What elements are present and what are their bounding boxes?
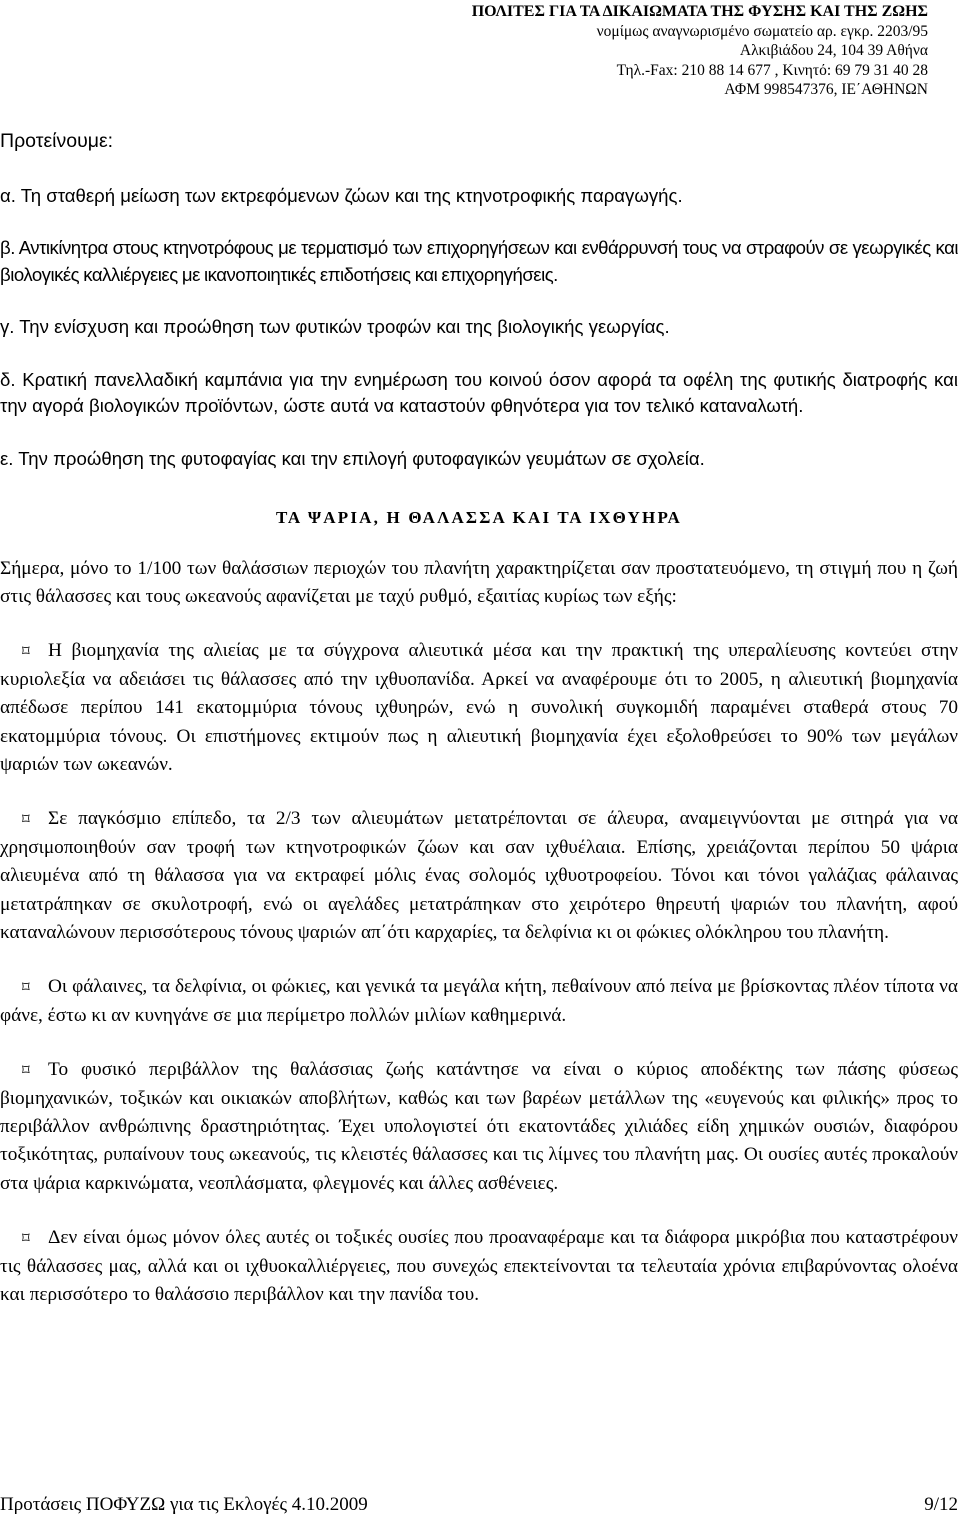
proposal-b: β. Αντικίνητρα στους κτηνοτρόφους με τερματισμό των επιχορηγήσεων και ενθάρρυνσή τους να στραφούν σε γεωργικές και βιολογικές καλλιέργειες με ικανοποιητικές επιδοτήσεις και επιχορηγήσεις. bbox=[0, 237, 958, 285]
proposal-e: ε. Την προώθηση της φυτοφαγίας και την επιλογή φυτοφαγικών γευμάτων σε σχολεία. bbox=[0, 447, 705, 469]
bullet-paragraph bbox=[0, 1056, 958, 1198]
page-number: 9/12 bbox=[924, 1494, 958, 1515]
proposal-a: α. Τη σταθερή μείωση των εκτρεφόμενων ζώων και της κτηνοτροφικής παραγωγής. bbox=[0, 184, 683, 206]
bullet-paragraph bbox=[0, 637, 958, 779]
bullet-icon: ⌑ bbox=[22, 978, 30, 997]
section-title: ΤΑ ΨΑΡΙΑ, Η ΘΑΛΑΣΣΑ ΚΑΙ ΤΑ ΙΧΘΥΗΡΑ bbox=[275, 508, 683, 527]
bullet-icon: ⌑ bbox=[22, 810, 30, 829]
footer-title: Προτάσεις ΠΟΦΥΖΩ για τις Εκλογές 4.10.2009 bbox=[0, 1494, 368, 1515]
bullet-icon: ⌑ bbox=[22, 1061, 30, 1080]
page-footer bbox=[0, 1494, 958, 1516]
bullet-text: Οι φάλαινες, τα δελφίνια, οι φώκιες, και γενικά τα μεγάλα κήτη, πεθαίνουν από πείνα με βρίσκοντας πλέον τίποτα να φάνε, έστω κι αν κυνηγάνε σε μια περίμετρο πολλών μιλίων καθημερινά. bbox=[0, 976, 958, 1026]
tax-id-line: ΑΦΜ 998547376, ΙΕ΄ΑΘΗΝΩΝ bbox=[724, 81, 928, 99]
document-body bbox=[0, 128, 958, 1309]
registration-line: νομίμως αναγνωρισμένο σωματείο αρ. εγκρ. 2203/95 bbox=[596, 22, 928, 40]
address-line: Αλκιβιάδου 24, 104 39 Αθήνα bbox=[739, 42, 928, 60]
organization-name: ΠΟΛΙΤΕΣ ΓΙΑ ΤΑ ΔΙΚΑΙΩΜΑΤΑ ΤΗΣ ΦΥΣΗΣ ΚΑΙ ΤΗΣ ΖΩΗΣ bbox=[471, 3, 928, 20]
phone-line: Τηλ.-Fax: 210 88 14 677 , Κινητό: 69 79 31 40 28 bbox=[616, 61, 928, 79]
bullet-text: Σε παγκόσμιο επίπεδο, τα 2/3 των αλιευμάτων μετατρέπονται σε άλευρα, αναμειγνύονται με σιτηρά για να χρησιμοποιηθούν σαν τροφή των κτηνοτροφικών ζώων και σαν ιχθυέλαια. Επίσης, χρειάζονται περίπου 50 ψάρια αλιευμένα από τη θάλασσα για να εκτραφεί μόλις ένας σολομός ιχθυοτροφείου. Τόνοι και τόνοι γαλάζιας φάλαινας μετατράπηκαν σε σκυλοτροφή, ενώ οι αγελάδες μετατράπηκαν στο χειρότερο θηρευτή ψαριών του πλανήτη, αφού καταναλώνουν περισσότερους τόνους ψαριών απ΄ότι καρχαρίες, τα δελφίνια κι οι φώκιες ολόκληρου του πλανήτη. bbox=[0, 808, 958, 943]
intro-heading: Προτείνουμε: bbox=[0, 130, 114, 152]
section-lead: Σήμερα, μόνο το 1/100 των θαλάσσιων περιοχών του πλανήτη χαρακτηρίζεται σαν προστατευόμενο, τη στιγμή που η ζωή στις θάλασσες και τους ωκεανούς αφανίζεται με ταχύ ρυθμό, εξαιτίας κυρίως των εξής: bbox=[0, 557, 958, 607]
bullet-icon: ⌑ bbox=[22, 1229, 30, 1248]
bullet-icon: ⌑ bbox=[22, 642, 30, 661]
letterhead bbox=[472, 2, 928, 100]
bullet-text: Δεν είναι όμως μόνον όλες αυτές οι τοξικές ουσίες που προαναφέραμε και τα διάφορα μικρόβια που καταστρέφουν τις θάλασσες μας, αλλά και οι ιχθυοκαλλιέργειες, που συνεχώς επεκτείνονται τα τελευταία χρόνια επιβαρύνοντας ολοένα και περισσότερο το θαλάσσιο περιβάλλον και την πανίδα του. bbox=[0, 1227, 958, 1306]
bullet-text: Η βιομηχανία της αλιείας με τα σύγχρονα αλιευτικά μέσα και την πρακτική της υπεραλίευσης κοντεύει στην κυριολεξία να αδειάσει τις θάλασσες από την ιχθυοπανίδα. Αρκεί να αναφέρουμε ότι το 2005, η αλιευτική βιομηχανία απέδωσε περίπου 141 εκατομμύρια τόνους ιχθυηρών, ενώ η συνολική συγκομιδή παραμένει σταθερά στους 70 εκατομμύρια τόνους. Οι επιστήμονες εκτιμούν πως η αλιευτική βιομηχανία έχει εξολοθρεύσει το 90% των μεγάλων ψαριών των ωκεανών. bbox=[0, 640, 958, 775]
bullet-paragraph bbox=[0, 973, 958, 1030]
bullet-paragraph bbox=[0, 805, 958, 947]
bullet-text: Το φυσικό περιβάλλον της θαλάσσιας ζωής κατάντησε να είναι ο κύριος αποδέκτης των πάσης φύσεως βιομηχανικών, τοξικών και οικιακών αποβλήτων, καθώς και των βαρέων μετάλλων της «ευγενούς και φιλικής» προς το περιβάλλον ανθρώπινης δραστηριότητας. Έχει υπολογιστεί ότι εκατοντάδες χιλιάδες είδη χημικών ουσιών, διαφόρου τοξικότητας, ρυπαίνουν τους ωκεανούς, τις κλειστές θάλασσες και τις λίμνες του πλανήτη μας. Οι ουσίες αυτές προκαλούν στα ψάρια καρκινώματα, νεοπλάσματα, φλεγμονές και άλλες ασθένειες. bbox=[0, 1059, 958, 1194]
bullet-paragraph bbox=[0, 1224, 958, 1309]
proposal-d: δ. Κρατική πανελλαδική καμπάνια για την ενημέρωση του κοινού όσον αφορά τα οφέλη της φυτικής διατροφής και την αγορά βιολογικών προϊόντων, ώστε αυτά να καταστούν φθηνότερα για τον τελικό καταναλωτή. bbox=[0, 368, 958, 416]
proposal-c: γ. Την ενίσχυση και προώθηση των φυτικών τροφών και της βιολογικής γεωργίας. bbox=[0, 316, 670, 337]
